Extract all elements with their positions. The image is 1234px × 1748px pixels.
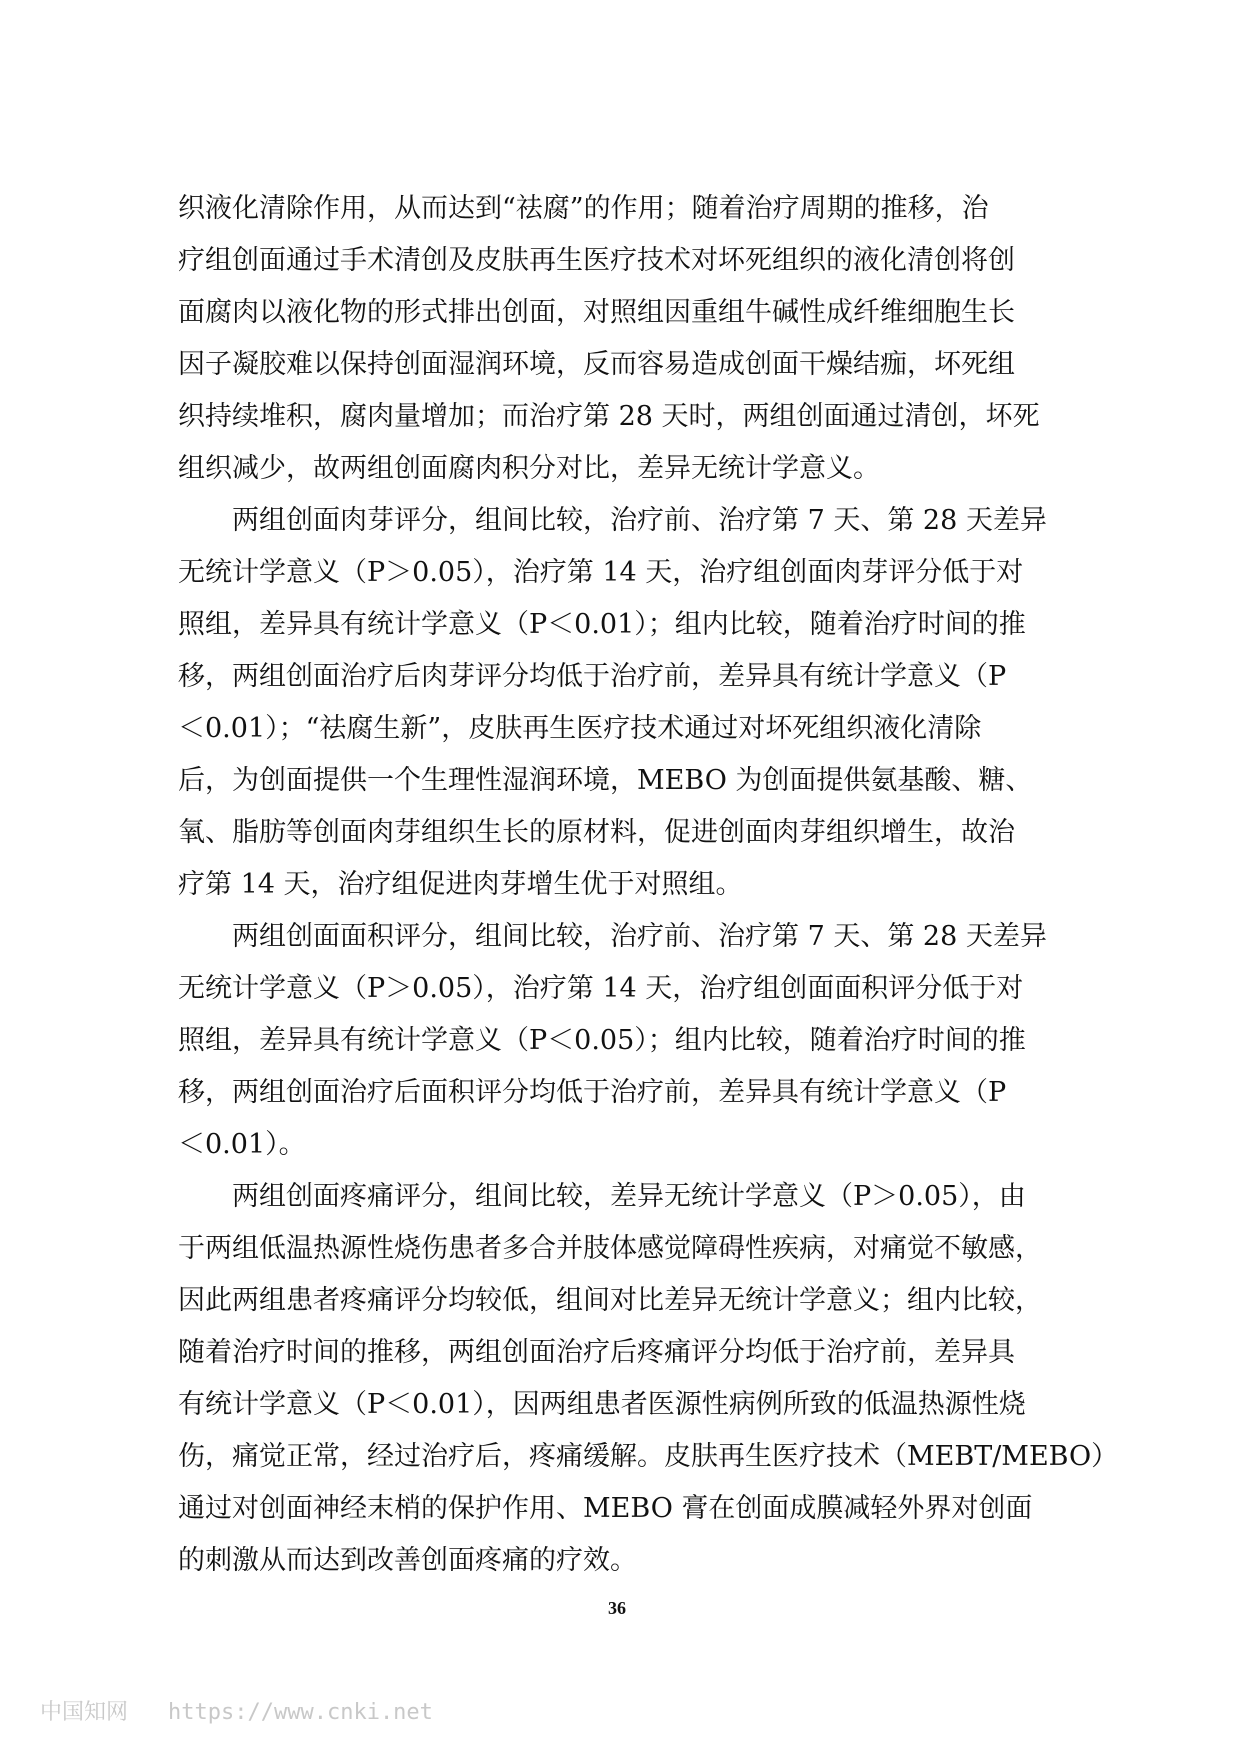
text-line: 伤，痛觉正常，经过治疗后，疼痛缓解。皮肤再生医疗技术（MEBT/MEBO）: [178, 1441, 1119, 1472]
text-line: 后，为创面提供一个生理性湿润环境，MEBO 为创面提供氨基酸、糖、: [178, 765, 1033, 796]
text-line: 的刺激从而达到改善创面疼痛的疗效。: [178, 1545, 637, 1576]
paragraph-1: [178, 183, 1088, 495]
text-line: ＜0.01）；“祛腐生新”，皮肤再生医疗技术通过对坏死组织液化清除: [178, 713, 982, 744]
text-line: 无统计学意义（P＞0.05），治疗第 14 天，治疗组创面面积评分低于对: [178, 973, 1024, 1004]
text-line: 移，两组创面治疗后面积评分均低于治疗前，差异具有统计学意义（P: [178, 1077, 1007, 1108]
watermark-site-name: 中国知网: [40, 1700, 129, 1725]
text-line: 两组创面肉芽评分，组间比较，治疗前、治疗第 7 天、第 28 天差异: [178, 505, 1047, 536]
text-line: 疗组创面通过手术清创及皮肤再生医疗技术对坏死组织的液化清创将创: [178, 245, 1015, 276]
text-line: 织液化清除作用，从而达到“祛腐”的作用；随着治疗周期的推移，治: [178, 193, 989, 224]
text-line: 疗第 14 天，治疗组促进肉芽增生优于对照组。: [178, 869, 743, 900]
text-line: 两组创面面积评分，组间比较，治疗前、治疗第 7 天、第 28 天差异: [178, 921, 1047, 952]
watermark-url: https://www.cnki.net: [168, 1700, 433, 1725]
text-line: 因子凝胶难以保持创面湿润环境，反而容易造成创面干燥结痂，坏死组: [178, 349, 1015, 380]
text-line: 无统计学意义（P＞0.05），治疗第 14 天，治疗组创面肉芽评分低于对: [178, 557, 1024, 588]
text-line: 氧、脂肪等创面肉芽组织生长的原材料，促进创面肉芽组织增生，故治: [178, 817, 1015, 848]
paragraph-2: [178, 495, 1088, 911]
text-line: 于两组低温热源性烧伤患者多合并肢体感觉障碍性疾病，对痛觉不敏感，: [178, 1233, 1042, 1264]
text-line: 照组，差异具有统计学意义（P＜0.01）；组内比较，随着治疗时间的推: [178, 609, 1026, 640]
text-line: 织持续堆积，腐肉量增加；而治疗第 28 天时，两组创面通过清创，坏死: [178, 401, 1040, 432]
body-text: [178, 183, 1119, 1587]
paragraph-4: [178, 1171, 1119, 1587]
cnki-watermark: [40, 1695, 433, 1726]
page-number: 36: [608, 1598, 626, 1618]
text-line: 两组创面疼痛评分，组间比较，差异无统计学意义（P＞0.05），由: [178, 1181, 1026, 1212]
text-line: 照组，差异具有统计学意义（P＜0.05）；组内比较，随着治疗时间的推: [178, 1025, 1026, 1056]
text-line: 组织减少，故两组创面腐肉积分对比，差异无统计学意义。: [178, 453, 880, 484]
paragraph-3: [178, 911, 1088, 1171]
text-line: 面腐肉以液化物的形式排出创面，对照组因重组牛碱性成纤维细胞生长: [178, 297, 1015, 328]
text-line: 因此两组患者疼痛评分均较低，组间对比差异无统计学意义；组内比较，: [178, 1285, 1042, 1316]
text-line: 有统计学意义（P＜0.01），因两组患者医源性病例所致的低温热源性烧: [178, 1389, 1026, 1420]
text-line: 通过对创面神经末梢的保护作用、MEBO 膏在创面成膜减轻外界对创面: [178, 1493, 1033, 1524]
text-line: 随着治疗时间的推移，两组创面治疗后疼痛评分均低于治疗前，差异具: [178, 1337, 1015, 1368]
text-line: 移，两组创面治疗后肉芽评分均低于治疗前，差异具有统计学意义（P: [178, 661, 1007, 692]
text-line: ＜0.01）。: [178, 1129, 306, 1160]
